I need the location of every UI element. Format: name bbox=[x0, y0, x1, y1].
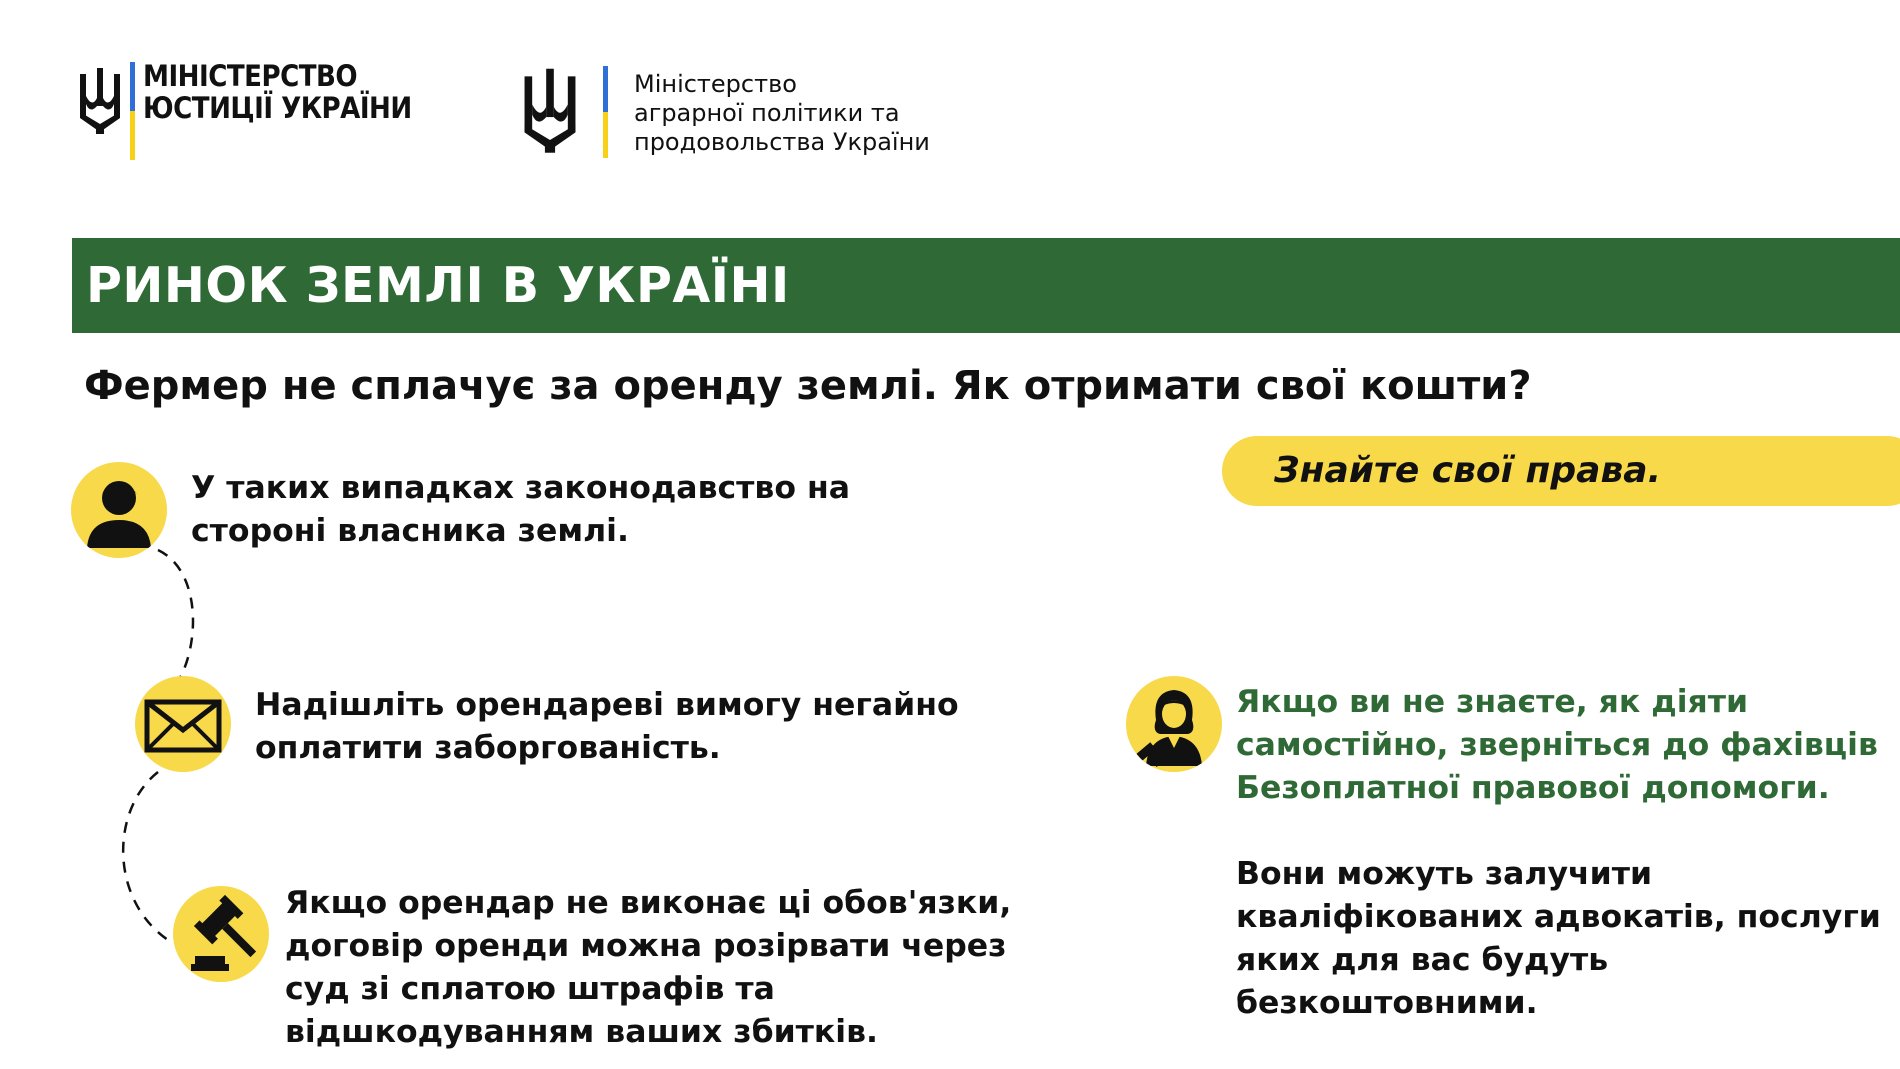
step-1-text: У таких випадках законодавство на стороні власника землі. bbox=[191, 470, 850, 549]
envelope-icon-badge bbox=[135, 676, 231, 772]
lawyer-icon bbox=[1126, 676, 1222, 772]
person-icon bbox=[71, 462, 167, 558]
gavel-icon-badge bbox=[173, 886, 269, 982]
person-icon-badge bbox=[71, 462, 167, 558]
ministry-agrarian-logo-text: Міністерство аграрної політики та продовольства України bbox=[634, 70, 930, 156]
lawyer-icon-badge bbox=[1126, 676, 1222, 772]
page-title: РИНОК ЗЕМЛІ В УКРАЇНІ bbox=[86, 257, 790, 314]
legal-aid-highlight: Якщо ви не знаєте, як діяти самостійно, зверніться до фахівців Безоплатної правової допомоги. bbox=[1236, 684, 1878, 806]
step-3-text: Якщо орендар не виконає ці обов'язки, договір оренди можна розірвати через суд зі сплатою штрафів та відшкодуванням ваших збитків. bbox=[285, 885, 1012, 1050]
legal-aid-body: Вони можуть залучити кваліфікованих адвокатів, послуги яких для вас будуть безкоштовними. bbox=[1236, 856, 1881, 1021]
step-2-text: Надішліть орендареві вимогу негайно оплатити заборгованість. bbox=[255, 687, 959, 766]
ministry-justice-logo-text: МІНІСТЕРСТВО ЮСТИЦІЇ УКРАЇНИ bbox=[143, 59, 412, 125]
envelope-icon bbox=[135, 676, 231, 772]
page-subtitle: Фермер не сплачує за оренду землі. Як отримати свої кошти? bbox=[84, 363, 1532, 409]
know-your-rights-label: Знайте свої права. bbox=[1274, 450, 1662, 491]
gavel-icon bbox=[173, 886, 269, 982]
